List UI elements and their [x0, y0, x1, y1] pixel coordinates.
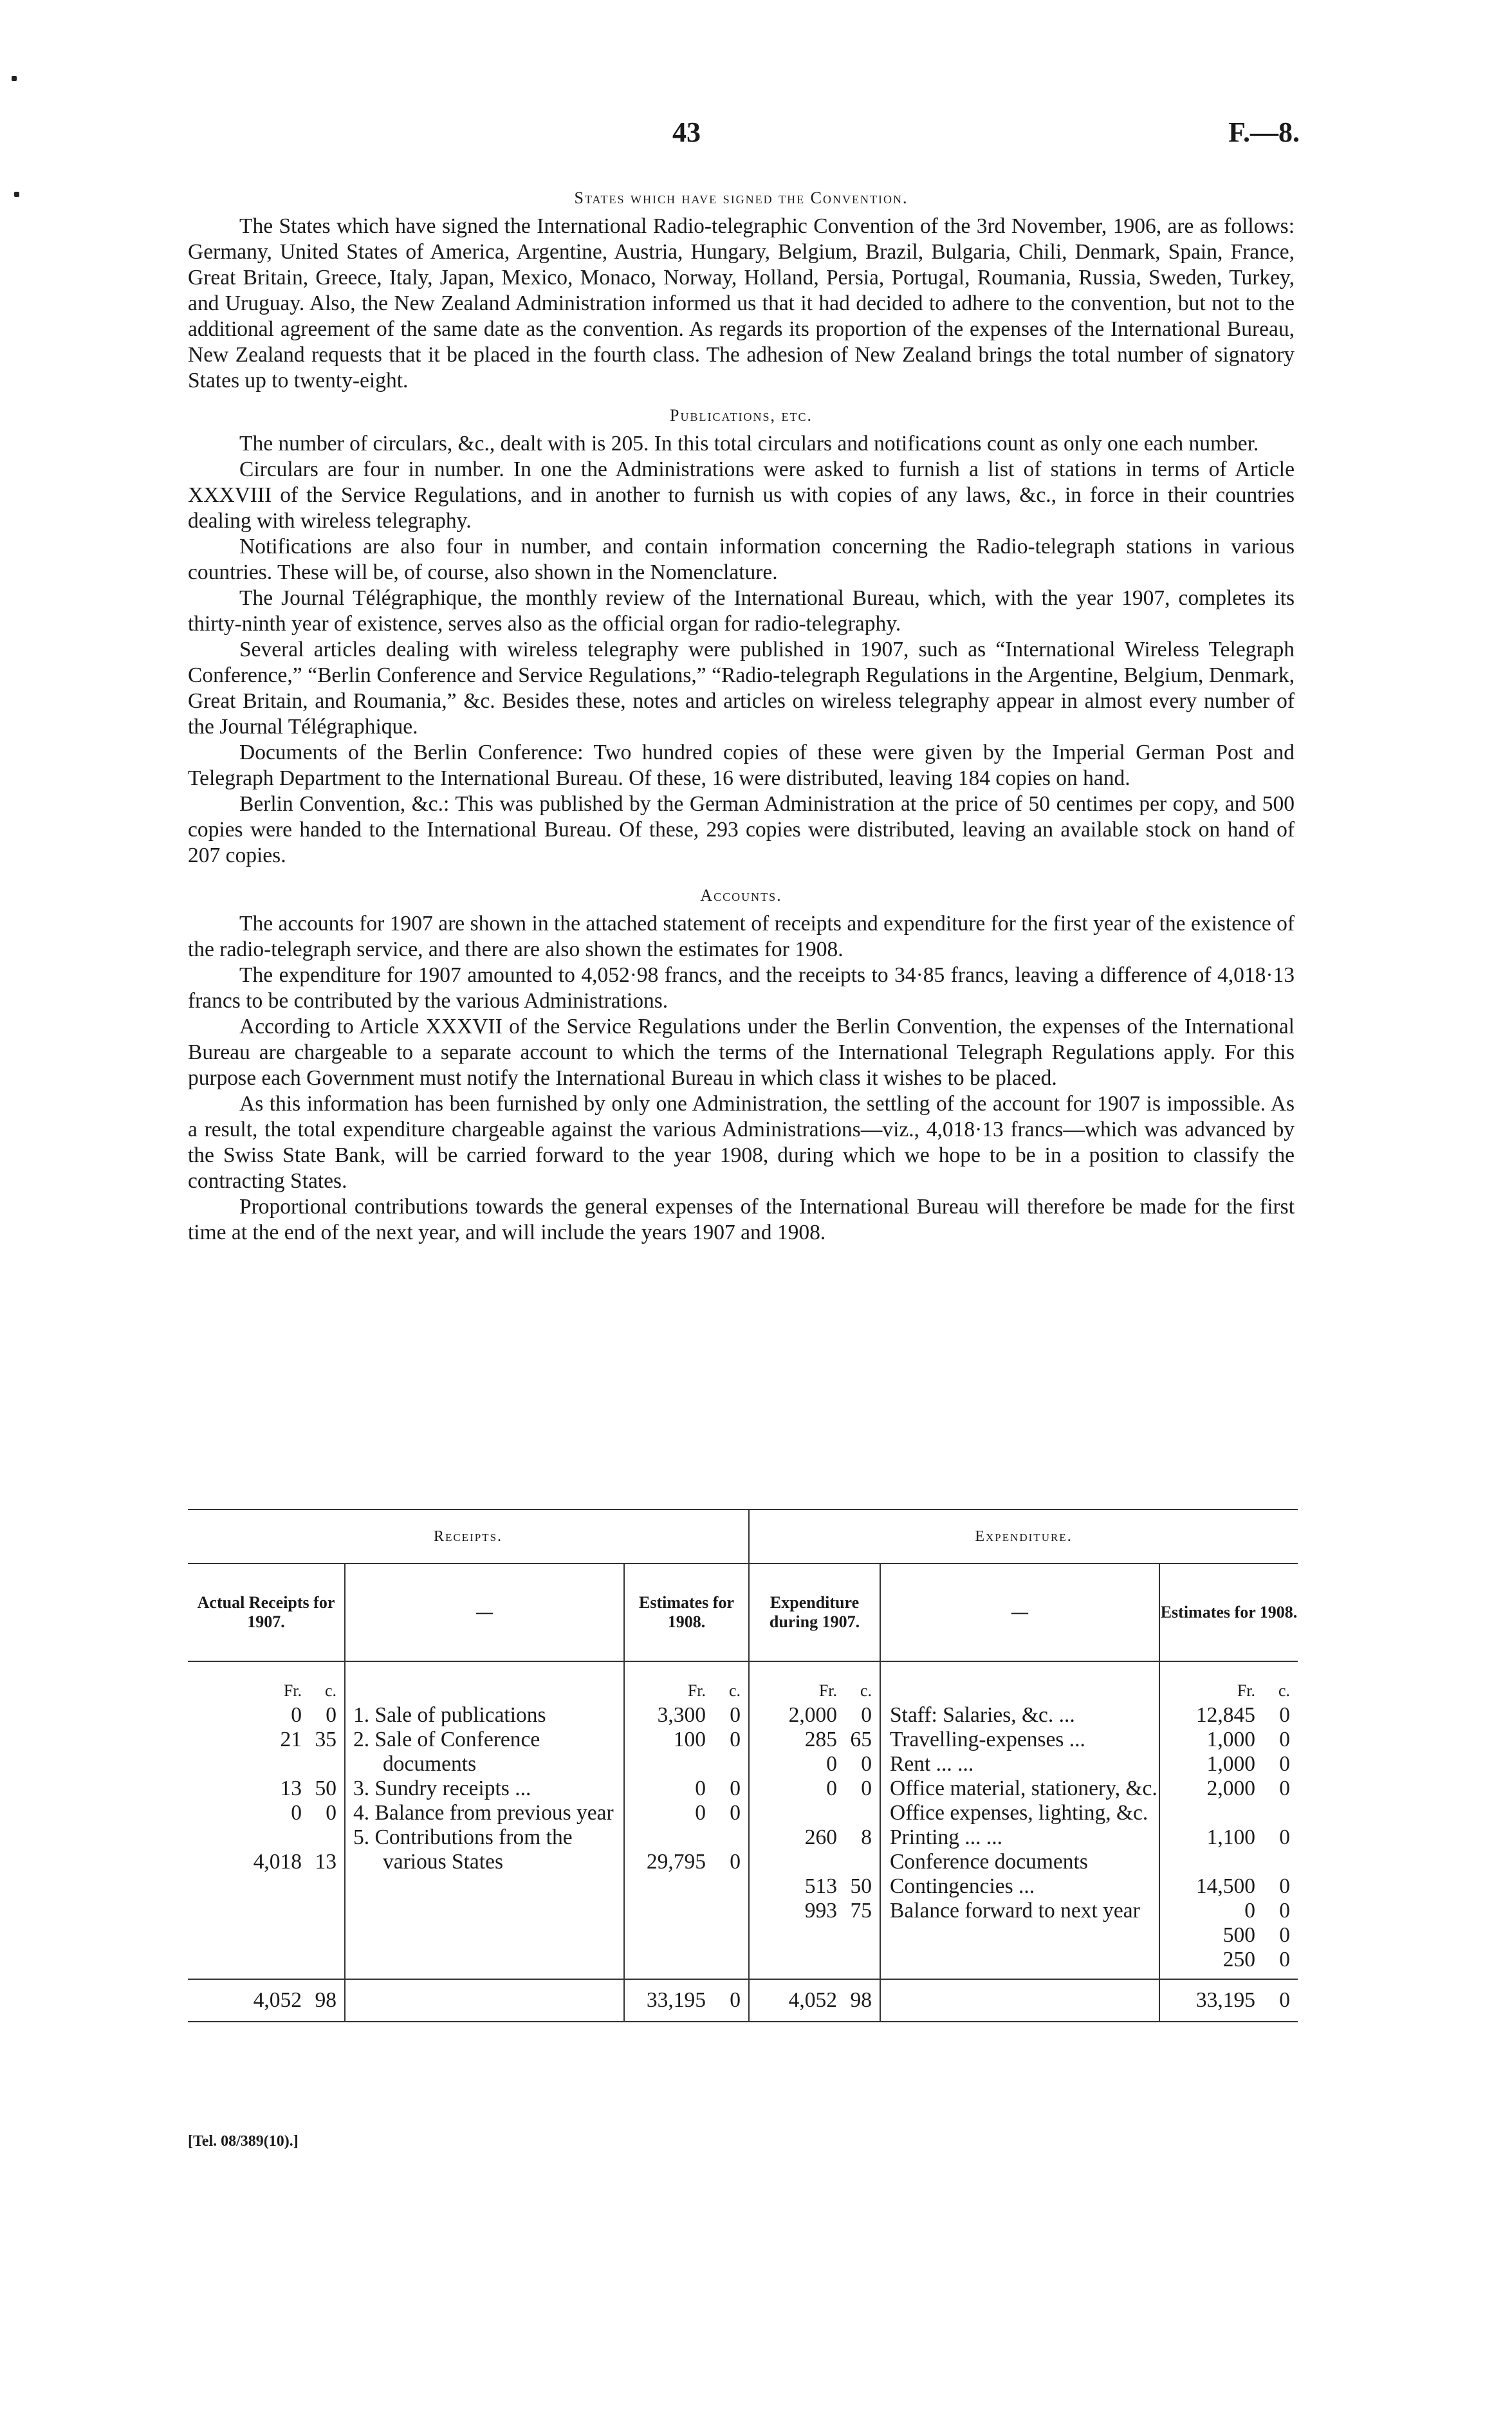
paragraph: Proportional contributions towards the general expenses of the International Bureau will therefore be made for the first time at the end of the next year, and will include the years 1907 and 1908. [188, 1195, 1295, 1244]
amount: 0 0 [826, 1777, 872, 1800]
paragraph: The States which have signed the International Radio-telegraphic Convention of the 3rd November, 1906, are as follows: Germany, United States of America, Argentine, Austria, Hungary, Belgium, Brazil, Bulgaria, Chili, Denmark, Spain, France, Great Britain, Greece, Italy, Japan, Mexico, Monaco, Norway, Holland, Persia, Portugal, Roumania, Russia, Sweden, Turkey, and Uruguay. Also, the New Zealand Administration informed us that it had decided to adhere to the convention, but not to the additional agreement of the same date as the convention. As regards its proportion of the expenses of the International Bureau, New Zealand requests that it be placed in the fourth class. The adhesion of New Zealand brings the total number of signatory States up to twenty-eight. [188, 214, 1295, 392]
paragraph: According to Article XXXVII of the Service Regulations under the Berlin Convention, the expenses of the International Bureau are chargeable to a separate account to which the terms of the International Telegraph Regulations apply. For this purpose each Government must notify the International Bureau in which class it wishes to be placed. [188, 1015, 1295, 1090]
total-estimates-expenditure: 33,195 0 [1195, 1988, 1290, 2012]
paragraph: Circulars are four in number. In one the Administrations were asked to furnish a list of stations in terms of Article XXXVIII of the Service Regulations, and in another to furnish us with copies of any laws, &c., in force in their countries dealing with wireless telegraphy. [188, 457, 1295, 533]
paragraph: The Journal Télégraphique, the monthly review of the International Bureau, which, with the year 1907, completes its thirty-ninth year of existence, serves also as the official organ for radio-telegraphy. [188, 586, 1295, 636]
receipt-item: 4. Balance from previous year [353, 1801, 614, 1825]
unit-francs: Fr. [818, 1681, 837, 1700]
total-actual-receipts: 4,052 98 [253, 1988, 337, 2012]
receipt-item: 1. Sale of publications [353, 1703, 546, 1727]
section-heading: States which have signed the Convention. [574, 189, 908, 207]
unit-centimes: c. [728, 1681, 741, 1700]
amount: 0 0 [1244, 1899, 1290, 1923]
amount: 3,300 0 [657, 1703, 741, 1727]
page-number: 43 [672, 116, 701, 148]
actual-receipts-column [188, 1661, 345, 1979]
amount: 4,018 13 [253, 1850, 337, 1874]
col-estimates-receipts: Estimates for 1908. [624, 1564, 749, 1661]
expenditure-item: Office material, stationery, &c. [890, 1777, 1157, 1800]
section-accounts [188, 883, 1295, 1246]
receipt-item: 2. Sale of Conference documents [353, 1728, 540, 1776]
amount: 250 0 [1222, 1948, 1290, 1971]
footer-reference: [Tel. 08/389(10).] [188, 2133, 299, 2150]
unit-francs: Fr. [283, 1681, 302, 1700]
amount: 260 8 [804, 1825, 872, 1849]
expenditure-item: Rent ... ... [890, 1752, 974, 1776]
col-expenditure-description: — [880, 1564, 1159, 1661]
margin-speck-top [12, 76, 17, 81]
amount: 2,000 0 [788, 1703, 872, 1727]
expenditure-item: Contingencies ... [890, 1874, 1035, 1898]
amount: 0 0 [826, 1752, 872, 1776]
paragraph: Several articles dealing with wireless telegraphy were published in 1907, such as “International Wireless Telegraph Conference,” “Berlin Conference and Service Regulations,” “Radio-telegraph Regulations in the Argentine, Belgium, Denmark, Great Britain, and Roumania,” &c. Besides these, notes and articles on wireless telegraphy appear in almost every number of the Journal Télégraphique. [188, 638, 1295, 739]
paragraph: Berlin Convention, &c.: This was published by the German Administration at the price of 50 centimes per copy, and 500 copies were handed to the International Bureau. Of these, 293 copies were distributed, leaving an available stock on hand of 207 copies. [188, 792, 1295, 867]
paragraph: As this information has been furnished by only one Administration, the settling of the account for 1907 is impossible. As a result, the total expenditure chargeable against the various Administrations—viz., 4,018·13 francs—which was advanced by the Swiss State Bank, will be carried forward to the year 1908, during which we hope to be in a position to classify the contracting States. [188, 1092, 1295, 1193]
totals-row [188, 1979, 1298, 2022]
document-reference: F.—8. [1228, 116, 1300, 148]
amount: 1,000 0 [1206, 1728, 1290, 1751]
amount: 1,000 0 [1206, 1752, 1290, 1776]
unit-francs: Fr. [687, 1681, 706, 1700]
expenditure-item: Office expenses, lighting, &c. [890, 1801, 1148, 1825]
section-states-signed [188, 185, 1295, 394]
expenditure-item: Balance forward to next year [890, 1899, 1140, 1923]
col-expenditure-1907: Expenditure during 1907. [749, 1564, 880, 1661]
receipt-item: 3. Sundry receipts ... [353, 1777, 531, 1800]
total-estimates-receipts: 33,195 0 [646, 1988, 741, 2012]
amount: 0 0 [695, 1777, 741, 1800]
expenditure-item: Conference documents [890, 1850, 1088, 1874]
amount: 21 35 [280, 1728, 337, 1751]
amount: 0 0 [695, 1801, 741, 1825]
expenditure-item: Staff: Salaries, &c. ... [890, 1703, 1075, 1727]
amount: 285 65 [804, 1728, 872, 1751]
amount: 513 50 [804, 1874, 872, 1898]
receipts-heading: Receipts. [188, 1509, 749, 1564]
estimates-expenditure-column [1159, 1661, 1298, 1979]
estimates-receipts-column [624, 1661, 749, 1979]
amount: 29,795 0 [646, 1850, 741, 1874]
expenditure-1907-column [749, 1661, 880, 1979]
receipt-item: 5. Contributions from the various States [353, 1825, 573, 1874]
total-expenditure-1907: 4,052 98 [788, 1988, 872, 2012]
amount: 13 50 [280, 1777, 337, 1800]
amount: 12,845 0 [1195, 1703, 1290, 1727]
col-actual-receipts: Actual Receipts for 1907. [188, 1564, 345, 1661]
margin-speck-mid [14, 192, 19, 197]
expenditure-item: Travelling-expenses ... [890, 1728, 1085, 1751]
section-heading: Accounts. [700, 886, 782, 905]
amount: 993 75 [804, 1899, 872, 1923]
document-body [188, 181, 1295, 1246]
expenditure-items-column [880, 1661, 1159, 1979]
amount: 0 0 [291, 1801, 337, 1825]
expenditure-item: Printing ... ... [890, 1825, 1002, 1849]
amount: 100 0 [673, 1728, 741, 1751]
paragraph: The number of circulars, &c., dealt with is 205. In this total circulars and notifications count as only one each number. [239, 432, 1259, 456]
unit-centimes: c. [860, 1681, 872, 1700]
amount: 2,000 0 [1206, 1777, 1290, 1800]
paragraph: The accounts for 1907 are shown in the attached statement of receipts and expenditure for the first year of the existence of the radio-telegraph service, and there are also shown the estimates for 1908. [188, 912, 1295, 961]
amount: 0 0 [291, 1703, 337, 1727]
col-estimates-expenditure: Estimates for 1908. [1159, 1564, 1298, 1661]
accounts-table [188, 1509, 1298, 2022]
section-publications [188, 403, 1295, 869]
expenditure-heading: Expenditure. [975, 1528, 1073, 1545]
paragraph: Notifications are also four in number, and contain information concerning the Radio-telegraph stations in various countries. These will be, of course, also shown in the Nomenclature. [188, 535, 1295, 584]
unit-francs: Fr. [1237, 1681, 1255, 1700]
paragraph: The expenditure for 1907 amounted to 4,052·98 francs, and the receipts to 34·85 francs, leaving a difference of 4,018·13 francs to be contributed by the various Administrations. [188, 963, 1295, 1013]
section-heading: Publications, etc. [670, 406, 813, 425]
unit-centimes: c. [1278, 1681, 1290, 1700]
amount: 500 0 [1222, 1923, 1290, 1947]
col-receipts-description: — [345, 1564, 624, 1661]
amount: 14,500 0 [1195, 1874, 1290, 1898]
unit-centimes: c. [324, 1681, 337, 1700]
amount: 1,100 0 [1206, 1825, 1290, 1849]
paragraph: Documents of the Berlin Conference: Two hundred copies of these were given by the Imperial German Post and Telegraph Department to the International Bureau. Of these, 16 were distributed, leaving 184 copies on hand. [188, 741, 1295, 790]
receipts-items-column [345, 1661, 624, 1979]
page-header [0, 116, 1512, 161]
